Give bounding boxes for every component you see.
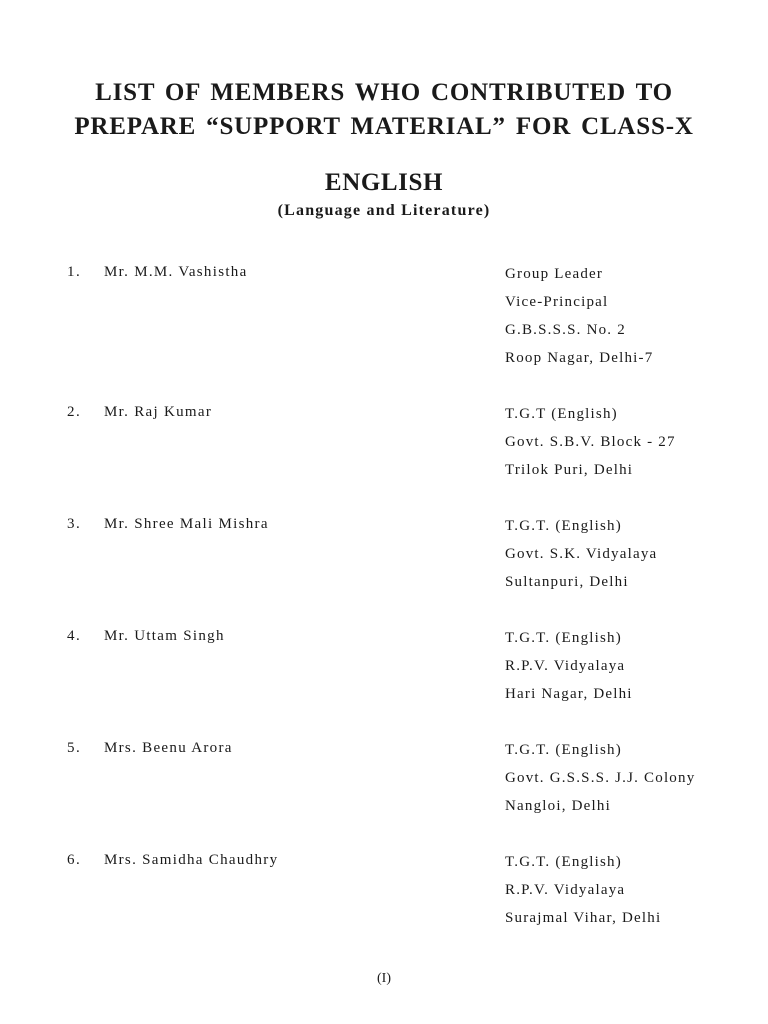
member-entry	[0, 516, 768, 628]
member-entry	[0, 852, 768, 964]
member-number: 6.	[67, 852, 82, 868]
member-detail-line: Group Leader	[505, 266, 604, 282]
member-detail-line: R.P.V. Vidyalaya	[505, 882, 626, 898]
member-detail-line: T.G.T (English)	[505, 406, 618, 422]
member-detail-line: G.B.S.S.S. No. 2	[505, 322, 626, 338]
member-detail-line: T.G.T. (English)	[505, 742, 622, 758]
member-entry	[0, 628, 768, 740]
member-detail-line: T.G.T. (English)	[505, 854, 622, 870]
member-number: 4.	[67, 628, 82, 644]
member-entry	[0, 740, 768, 852]
subject-subtitle: (Language and Literature)	[277, 202, 491, 219]
title-line-2: PREPARE “SUPPORT MATERIAL” FOR CLASS-X	[74, 113, 694, 140]
member-name: Mr. Uttam Singh	[104, 628, 225, 644]
subject-heading: ENGLISH	[324, 169, 444, 196]
member-name: Mrs. Samidha Chaudhry	[104, 852, 279, 868]
member-name: Mr. Shree Mali Mishra	[104, 516, 269, 532]
member-name: Mr. M.M. Vashistha	[104, 264, 248, 280]
member-detail-line: Sultanpuri, Delhi	[505, 574, 629, 590]
member-detail-line: Vice-Principal	[505, 294, 609, 310]
member-detail-line: Trilok Puri, Delhi	[505, 462, 634, 478]
title-line-1: LIST OF MEMBERS WHO CONTRIBUTED TO	[95, 79, 673, 106]
member-detail-line: Nangloi, Delhi	[505, 798, 611, 814]
member-number: 1.	[67, 264, 82, 280]
member-number: 5.	[67, 740, 82, 756]
member-entry	[0, 264, 768, 404]
member-details	[505, 740, 695, 824]
member-details	[505, 404, 676, 488]
member-detail-line: R.P.V. Vidyalaya	[505, 658, 626, 674]
member-detail-line: T.G.T. (English)	[505, 630, 622, 646]
member-detail-line: T.G.T. (English)	[505, 518, 622, 534]
member-details	[505, 628, 633, 712]
member-number: 2.	[67, 404, 82, 420]
member-detail-line: Surajmal Vihar, Delhi	[505, 910, 662, 926]
members-list	[0, 264, 768, 964]
page-number: (I)	[377, 971, 391, 986]
member-name: Mr. Raj Kumar	[104, 404, 213, 420]
member-detail-line: Govt. S.B.V. Block - 27	[505, 434, 676, 450]
member-details	[505, 852, 661, 936]
member-entry	[0, 404, 768, 516]
member-detail-line: Roop Nagar, Delhi-7	[505, 350, 654, 366]
member-detail-line: Hari Nagar, Delhi	[505, 686, 633, 702]
member-detail-line: Govt. G.S.S.S. J.J. Colony	[505, 770, 696, 786]
member-details	[505, 264, 653, 376]
member-detail-line: Govt. S.K. Vidyalaya	[505, 546, 658, 562]
member-name: Mrs. Beenu Arora	[104, 740, 233, 756]
member-details	[505, 516, 657, 600]
member-number: 3.	[67, 516, 82, 532]
document-title	[0, 76, 768, 144]
